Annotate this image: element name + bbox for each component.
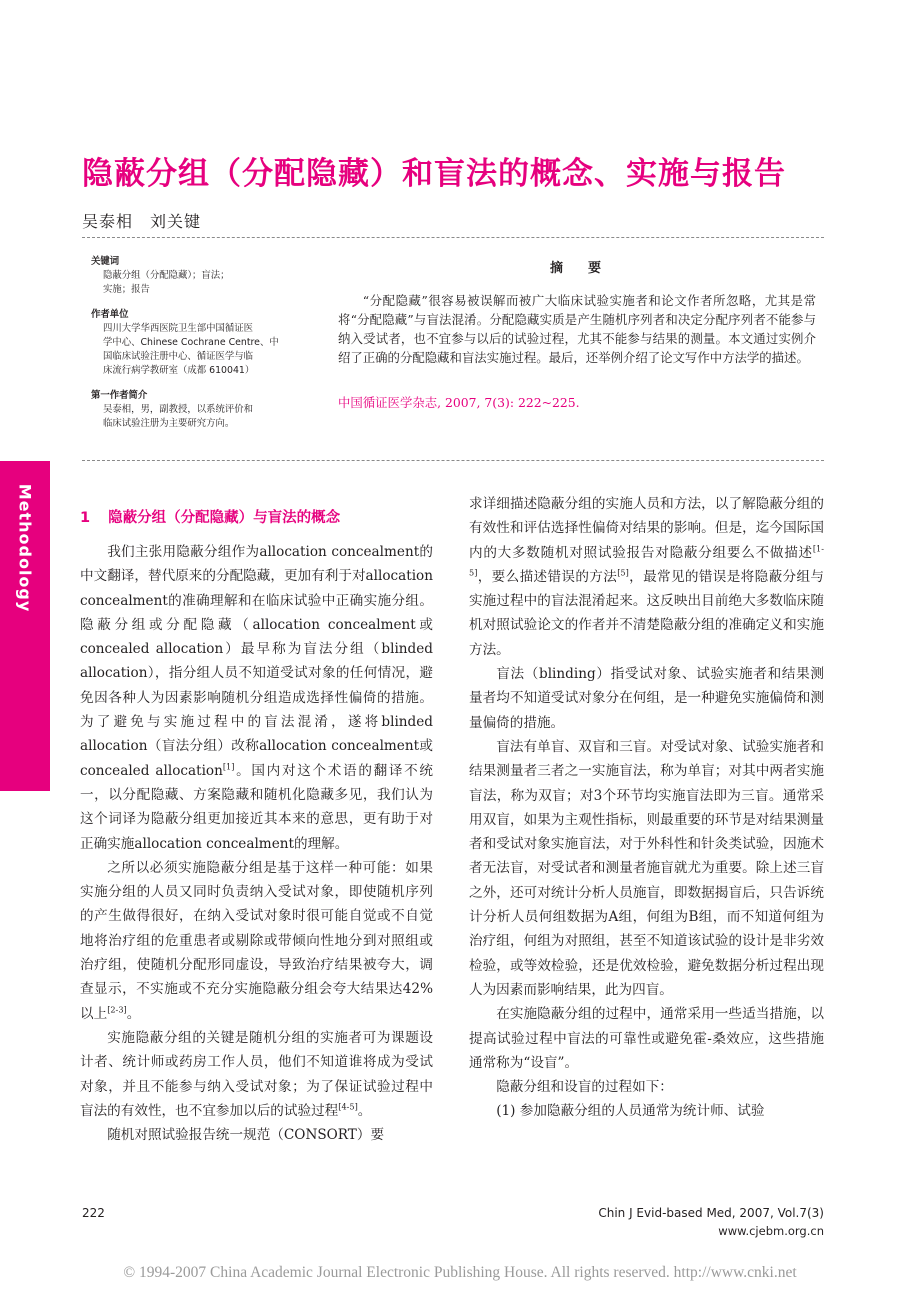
affiliation-heading: 作者单位 (91, 309, 129, 320)
paragraph (469, 492, 824, 662)
paragraph (80, 1026, 433, 1123)
right-column (469, 492, 824, 1124)
article-title: 隐蔽分组（分配隐藏）和盲法的概念、实施与报告 (82, 156, 786, 192)
abstract-body (338, 291, 816, 367)
citation-ref: [4-5] (338, 1101, 358, 1112)
first-author-block (91, 389, 323, 431)
citation-ref: [1-5] (469, 543, 824, 578)
section-title: 隐蔽分组（分配隐藏）与盲法的概念 (108, 510, 341, 526)
left-column (80, 540, 433, 1147)
journal-url: www.cjebm.org.cn (718, 1224, 824, 1238)
journal-citation: Chin J Evid-based Med, 2007, Vol.7(3) (598, 1206, 824, 1220)
affiliation-line: 学中心、Chinese Cochrane Centre、中 (103, 337, 279, 348)
affiliation-line: 国临床试验注册中心、循证医学与临 (103, 351, 254, 362)
copyright-notice: © 1994-2007 China Academic Journal Electronic Publishing House. All rights reserved. http://www.cnki.net (123, 1264, 797, 1281)
affiliation-block (91, 308, 323, 378)
text-run: 我们主张用隐蔽分组作为allocation concealment的中文翻译，替代原来的分配隐藏，更加有利于对allocation concealment的准确理解和在临床试验中正确实施分组。隐蔽分组或分配隐藏（allocation concealment或concealed allocation）最早称为盲法分组（blinded allocation），指分组人员不知道受试对象的任何情况，避免因各种人为因素影响随机分组造成选择性偏倚的措施。为了避免与实施过程中的盲法混淆，遂将blinded allocation（盲法分组）改称allocation concealment或concealed allocation (80, 544, 433, 779)
text-run: 实施隐蔽分组的关键是随机分组的实施者可为课题设计者、统计师或药房工作人员，他们不知道谁将成为受试对象，并且不能参与纳入受试对象；为了保证试验过程中盲法的有效性，也不宜参加以后的试验过程 (80, 1029, 433, 1119)
section-heading (80, 506, 340, 527)
paragraph (80, 540, 433, 856)
abstract-text: “分配隐藏”很容易被误解而被广大临床试验实施者和论文作者所忽略，尤其是常将“分配隐藏”与盲法混淆。分配隐藏实质是产生随机序列者和决定分配序列者不能参与纳入受试者，也不宜参与以后的试验过程，尤其不能参与结果的测量。本文通过实例介绍了正确的分配隐藏和盲法实施过程。最后，还举例介绍了论文写作中方法学的描述。 (338, 293, 816, 365)
divider (82, 237, 824, 238)
affiliation-line: 四川大学华西医院卫生部中国循证医 (103, 323, 254, 334)
citation-ref: [1] (222, 761, 235, 772)
keywords-line: 实施；报告 (103, 284, 150, 295)
abstract-citation: 中国循证医学杂志, 2007, 7(3): 222~225. (338, 395, 580, 410)
text-run: 之所以必须实施隐蔽分组是基于这样一种可能：如果实施分组的人员又同时负责纳入受试对象，即使随机序列的产生做得很好，在纳入受试对象时很可能自觉或不自觉地将治疗组的危重患者或剔除或带倾向性地分到对照组或治疗组，使随机分配形同虚设，导致治疗结果被夸大，调查显示，不实施或不充分实施隐蔽分组会夸大结果达42%以上 (80, 859, 433, 1022)
text-run: 。国内对这个术语的翻译不统一，以分配隐藏、方案隐藏和随机化隐藏多见，我们认为这个词译为隐蔽分组更加接近其本来的意思，更有助于对正确实施allocation concealment的理解。 (80, 762, 434, 852)
first-author-heading: 第一作者简介 (91, 390, 148, 401)
divider (82, 460, 824, 461)
citation-ref: [5] (617, 567, 629, 578)
paragraph: 在实施隐蔽分组的过程中，通常采用一些适当措施，以提高试验过程中盲法的可靠性或避免霍-桑效应，这些措施通常称为“设盲”。 (469, 1006, 824, 1071)
first-author-line: 临床试验注册为主要研究方向。 (103, 418, 235, 429)
paragraph: 隐蔽分组和设盲的过程如下： (496, 1079, 673, 1096)
text-run: 求详细描述隐蔽分组的实施人员和方法，以了解隐蔽分组的有效性和评估选择性偏倚对结果的影响。但是，迄今国际国内的大多数随机对照试验报告对隐蔽分组要么不做描述 (469, 496, 824, 561)
first-author-line: 吴泰相，男，副教授，以系统评价和 (103, 404, 254, 415)
sidebar-label: Methodology (15, 483, 35, 613)
text-run: 。 (357, 1102, 372, 1119)
paragraph: 盲法有单盲、双盲和三盲。对受试对象、试验实施者和结果测量者三者之一实施盲法，称为单盲；对其中两者实施盲法，称为双盲；对3个环节均实施盲法即为三盲。通常采用双盲，如果为主观性指标，则最重要的环节是对结果测量者和受试对象实施盲法，对于外科性和针灸类试验，因施术者无法盲，对受试者和测量者施盲就尤为重要。除上述三盲之外，还可对统计分析人员施盲，即数据揭盲后，只告诉统计分析人员何组数据为A组，何组为B组，而不知道何组为治疗组，何组为对照组，甚至不知道该试验的设计是非劣效检验，或等效检验，还是优效检验，避免数据分析过程出现人为因素而影响结果，此为四盲。 (469, 738, 824, 998)
author-names: 吴泰相 刘关键 (82, 212, 202, 231)
keywords-line: 隐蔽分组（分配隐藏）；盲法； (103, 270, 230, 281)
keywords-block (91, 255, 323, 297)
paragraph: 随机对照试验报告统一规范（CONSORT）要 (107, 1127, 385, 1144)
keywords-heading: 关键词 (91, 256, 120, 267)
section-number: 1 (80, 510, 91, 526)
paragraph (80, 856, 433, 1026)
paragraph: (1) 参加隐蔽分组的人员通常为统计师、试验 (496, 1103, 765, 1120)
text-run: ，最常见的错误是将隐蔽分组与实施过程中的盲法混淆起来。这反映出目前绝大多数临床随机对照试验论文的作者并不清楚隐蔽分组的准确定义和实施方法。 (469, 568, 825, 658)
affiliation-line: 床流行病学教研室（成都 610041） (103, 365, 255, 376)
article-metadata (91, 255, 323, 442)
abstract-heading: 摘 要 (550, 261, 608, 276)
text-run: ，要么描述错误的方法 (477, 568, 618, 585)
page-number: 222 (82, 1206, 105, 1220)
text-run: 。 (126, 1005, 141, 1022)
citation-ref: [2-3] (107, 1004, 127, 1015)
paragraph: 盲法（blinding）指受试对象、试验实施者和结果测量者均不知道受试对象分在何组，是一种避免实施偏倚和测量偏倚的措施。 (469, 666, 824, 731)
